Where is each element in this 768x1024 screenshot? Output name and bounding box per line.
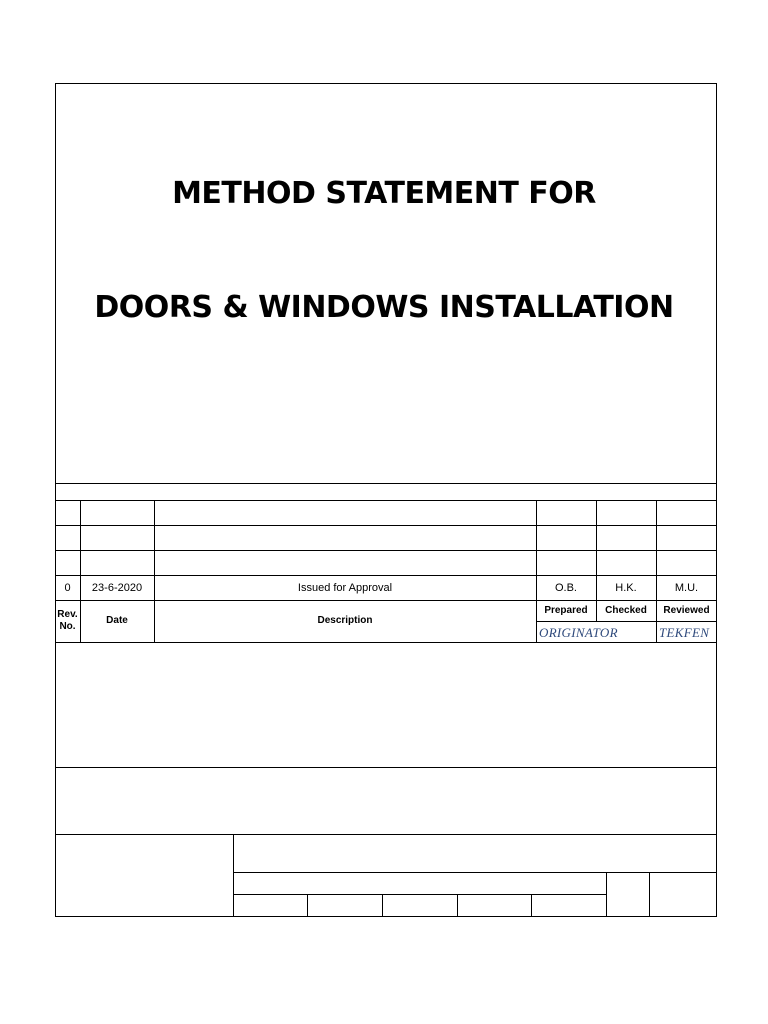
header-date: Date [106,615,128,626]
header-rev-no: Rev. No. [57,609,78,632]
title-block-rule [531,894,532,917]
section-rule [55,767,717,768]
rev-prepared: O.B. [554,581,577,594]
section-rule [55,834,717,835]
title-line-2: DOORS & WINDOWS INSTALLATION [94,290,674,325]
table-rule [536,621,717,622]
title-block-rule [307,894,308,917]
title-block-rule [649,872,650,917]
rev-description: Issued for Approval [297,581,393,594]
tekfen-stamp: TEKFEN [659,625,710,640]
rev-reviewed: M.U. [674,581,699,594]
header-reviewed: Reviewed [663,604,710,616]
header-checked: Checked [605,604,647,616]
header-description: Description [317,615,373,626]
title-block-rule [233,894,606,895]
header-prepared: Prepared [544,604,588,616]
table-rule [55,483,717,484]
title-block-rule [382,894,383,917]
title-block-rule [233,834,234,917]
originator-stamp: ORIGINATOR [539,625,618,640]
rev-date: 23-6-2020 [91,581,143,594]
title-block-rule [606,872,607,917]
title-block-rule [233,872,717,873]
table-rule [55,642,717,643]
rev-checked: H.K. [615,581,637,594]
title-line-1: METHOD STATEMENT FOR [172,176,596,211]
rev-number: 0 [64,581,71,594]
title-block-rule [457,894,458,917]
